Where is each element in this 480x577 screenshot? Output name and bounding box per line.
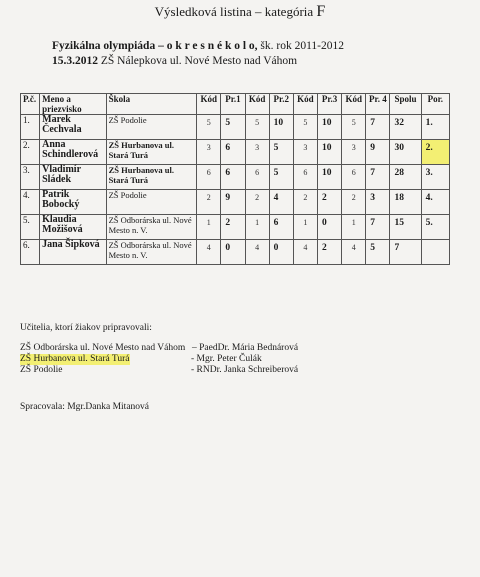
teachers-heading: Učitelia, ktorí žiakov pripravovali: — [20, 323, 152, 333]
school-name: ZŠ Odborárska ul. Nové Mesto n. V. — [106, 215, 197, 240]
code-cell: 2 — [342, 190, 366, 215]
table-row — [21, 115, 450, 140]
column-header: Pr. 4 — [366, 94, 390, 115]
points-cell: 2 — [221, 215, 245, 240]
teacher-school: ZŠ Hurbanova ul. Stará Turá — [20, 354, 130, 364]
code-cell: 4 — [293, 240, 317, 265]
code-cell: 1 — [293, 215, 317, 240]
code-cell: 3 — [245, 140, 269, 165]
points-cell: 2 — [317, 190, 341, 215]
total-cell: 18 — [390, 190, 421, 215]
code-cell: 5 — [342, 115, 366, 140]
column-header: Kód — [342, 94, 366, 115]
school-name: ZŠ Odborárska ul. Nové Mesto n. V. — [106, 240, 197, 265]
school-name: ZŠ Podolie — [106, 115, 197, 140]
points-cell: 9 — [366, 140, 390, 165]
code-cell: 5 — [293, 115, 317, 140]
school-name: ZŠ Hurbanova ul. Stará Turá — [106, 165, 197, 190]
teacher-line — [20, 343, 299, 354]
points-cell: 5 — [269, 165, 293, 190]
points-cell: 6 — [269, 215, 293, 240]
points-cell: 6 — [221, 140, 245, 165]
points-cell: 2 — [317, 240, 341, 265]
school-name: ZŠ Podolie — [106, 190, 197, 215]
points-cell: 10 — [317, 165, 341, 190]
points-cell: 0 — [221, 240, 245, 265]
teacher-name: - Mgr. Peter Čulák — [191, 354, 262, 364]
student-name: Anna Schindlerová — [40, 140, 106, 165]
total-cell: 15 — [390, 215, 421, 240]
code-cell: 2 — [197, 190, 221, 215]
points-cell: 4 — [269, 190, 293, 215]
column-header: Škola — [106, 94, 197, 115]
document-title — [0, 3, 480, 21]
table-row — [21, 240, 450, 265]
student-name: Jana Šipková — [40, 240, 106, 265]
points-cell: 10 — [269, 115, 293, 140]
row-number: 2. — [21, 140, 40, 165]
points-cell: 0 — [317, 215, 341, 240]
points-cell: 10 — [317, 140, 341, 165]
code-cell: 2 — [245, 190, 269, 215]
rank-cell: 3. — [421, 165, 449, 190]
teacher-school: ZŠ Podolie — [20, 365, 63, 375]
school-name: ZŠ Hurbanova ul. Stará Turá — [106, 140, 197, 165]
student-name: Marek Čechvala — [40, 115, 106, 140]
results-table — [20, 93, 450, 265]
column-header: Meno a priezvisko — [40, 94, 106, 115]
row-number: 5. — [21, 215, 40, 240]
points-cell: 5 — [269, 140, 293, 165]
competition-name: Fyzikálna olympiáda – o k r e s n é k o l o, — [52, 40, 258, 52]
code-cell: 1 — [342, 215, 366, 240]
points-cell: 9 — [221, 190, 245, 215]
column-header: Por. — [421, 94, 449, 115]
code-cell: 6 — [245, 165, 269, 190]
code-cell: 1 — [197, 215, 221, 240]
rank-cell: 4. — [421, 190, 449, 215]
points-cell: 0 — [269, 240, 293, 265]
code-cell: 5 — [197, 115, 221, 140]
code-cell: 6 — [293, 165, 317, 190]
total-cell: 28 — [390, 165, 421, 190]
total-cell: 30 — [390, 140, 421, 165]
code-cell: 5 — [245, 115, 269, 140]
points-cell: 10 — [317, 115, 341, 140]
competition-venue: ZŠ Nálepkova ul. Nové Mesto nad Váhom — [98, 55, 298, 67]
table-row — [21, 215, 450, 240]
points-cell: 5 — [366, 240, 390, 265]
date-venue-line — [52, 55, 297, 67]
points-cell: 5 — [221, 115, 245, 140]
column-header: Spolu — [390, 94, 421, 115]
teacher-line — [20, 365, 299, 376]
title-text: Výsledková listina – kategória — [154, 4, 314, 19]
prepared-by: Spracovala: Mgr.Danka Mitanová — [20, 402, 150, 412]
code-cell: 4 — [245, 240, 269, 265]
row-number: 3. — [21, 165, 40, 190]
student-name: Vladimír Sládek — [40, 165, 106, 190]
code-cell: 2 — [293, 190, 317, 215]
category-letter: F — [316, 3, 326, 20]
code-cell: 3 — [342, 140, 366, 165]
rank-cell: 1. — [421, 115, 449, 140]
table-row — [21, 190, 450, 215]
code-cell: 6 — [197, 165, 221, 190]
competition-line — [52, 40, 344, 52]
total-cell: 7 — [390, 240, 421, 265]
column-header: P.č. — [21, 94, 40, 115]
column-header: Kód — [293, 94, 317, 115]
total-cell: 32 — [390, 115, 421, 140]
code-cell: 4 — [197, 240, 221, 265]
points-cell: 3 — [366, 190, 390, 215]
row-number: 4. — [21, 190, 40, 215]
column-header: Pr.2 — [269, 94, 293, 115]
points-cell: 6 — [221, 165, 245, 190]
row-number: 1. — [21, 115, 40, 140]
school-year: šk. rok 2011-2012 — [257, 40, 345, 52]
points-cell: 7 — [366, 215, 390, 240]
teacher-name: – PaedDr. Mária Bednárová — [192, 343, 299, 353]
teacher-school: ZŠ Odborárska ul. Nové Mesto nad Váhom — [20, 343, 186, 353]
table-row — [21, 140, 450, 165]
points-cell: 7 — [366, 115, 390, 140]
teacher-name: - RNDr. Janka Schreiberová — [191, 365, 299, 375]
student-name: Klaudia Možišová — [40, 215, 106, 240]
competition-date: 15.3.2012 — [52, 55, 98, 67]
column-header: Pr.1 — [221, 94, 245, 115]
column-header: Kód — [245, 94, 269, 115]
table-row — [21, 165, 450, 190]
column-header: Pr.3 — [317, 94, 341, 115]
column-header: Kód — [197, 94, 221, 115]
rank-cell: 2. — [421, 140, 449, 165]
teacher-line — [20, 354, 262, 365]
code-cell: 6 — [342, 165, 366, 190]
code-cell: 3 — [293, 140, 317, 165]
code-cell: 4 — [342, 240, 366, 265]
table-header-row — [21, 94, 450, 115]
points-cell: 7 — [366, 165, 390, 190]
rank-cell — [421, 240, 449, 265]
student-name: Patrik Bobocký — [40, 190, 106, 215]
teachers-list — [20, 343, 299, 376]
code-cell: 1 — [245, 215, 269, 240]
code-cell: 3 — [197, 140, 221, 165]
rank-cell: 5. — [421, 215, 449, 240]
row-number: 6. — [21, 240, 40, 265]
